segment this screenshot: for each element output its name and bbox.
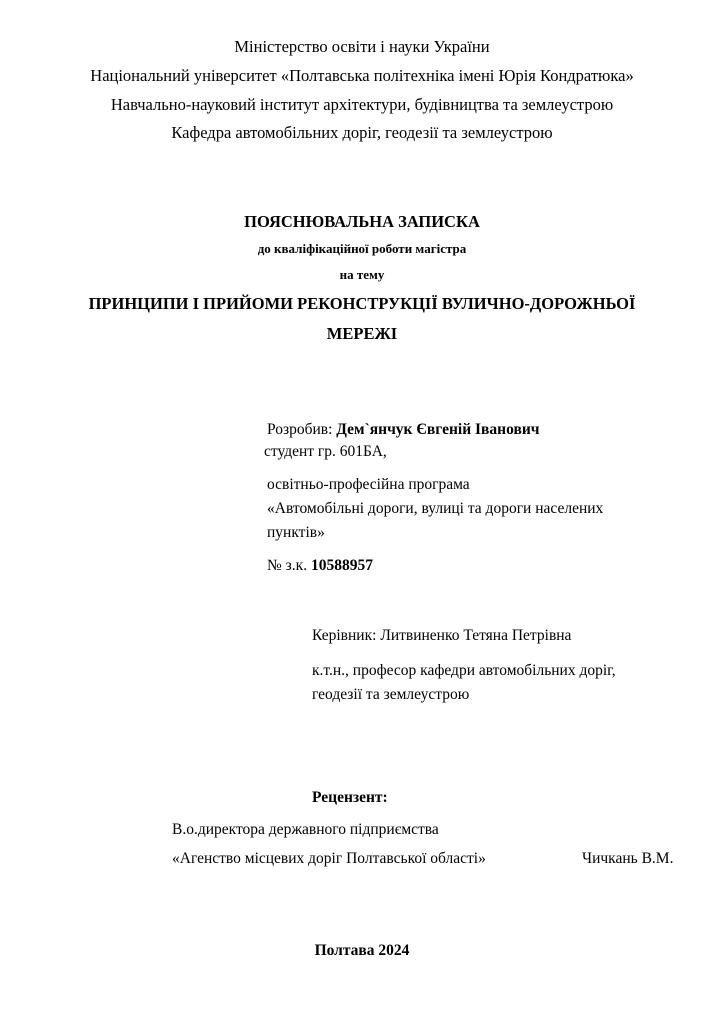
reviewer-position-line2: «Агенство місцевих доріг Полтавської області» bbox=[172, 850, 486, 867]
record-number: 10588957 bbox=[310, 557, 373, 574]
document-type-title: ПОЯСНЮВАЛЬНА ЗАПИСКА bbox=[244, 212, 480, 231]
author-label: Розробив: bbox=[267, 421, 333, 438]
topic-title-line2: МЕРЕЖІ bbox=[326, 324, 398, 343]
reviewer-heading: Рецензент: bbox=[312, 789, 388, 806]
author-line bbox=[267, 421, 540, 439]
supervisor-name: Литвиненко Тетяна Петрівна bbox=[380, 627, 572, 644]
city-year: Полтава 2024 bbox=[314, 942, 410, 959]
reviewer-name: Чичкань В.М. bbox=[582, 850, 674, 867]
supervisor-title-line2: геодезії та землеустрою bbox=[312, 686, 470, 703]
record-label: № з.к. bbox=[267, 557, 308, 574]
ministry-line: Міністерство освіти і науки України bbox=[234, 37, 490, 56]
supervisor-title-line1: к.т.н., професор кафедри автомобільних доріг, bbox=[312, 662, 616, 679]
supervisor-line bbox=[312, 627, 571, 645]
program-name-line2: пунктів» bbox=[267, 524, 325, 541]
topic-title-line1: ПРИНЦИПИ І ПРИЙОМИ РЕКОНСТРУКЦІЇ ВУЛИЧНО-ДОРОЖНЬОЇ bbox=[88, 294, 636, 313]
institute-line: Навчально-науковий інститут архітектури, будівництва та землеустрою bbox=[110, 95, 614, 114]
program-name-line1: «Автомобільні дороги, вулиці та дороги населених bbox=[267, 500, 604, 517]
on-topic-label: на тему bbox=[339, 267, 385, 282]
university-line: Національний університет «Полтавська політехніка імені Юрія Кондратюка» bbox=[90, 66, 634, 85]
program-label: освітньо-професійна програма bbox=[267, 476, 470, 493]
supervisor-label: Керівник: bbox=[312, 627, 377, 644]
record-book-line bbox=[267, 557, 373, 575]
document-subtitle: до кваліфікаційної роботи магістра bbox=[257, 241, 467, 256]
reviewer-position-line1: В.о.директора державного підприємства bbox=[172, 821, 439, 838]
author-name: Дем`янчук Євгеній Іванович bbox=[336, 421, 540, 438]
department-line: Кафедра автомобільних доріг, геодезії та землеустрою bbox=[171, 123, 553, 142]
author-group: студент гр. 601БА, bbox=[264, 443, 387, 460]
